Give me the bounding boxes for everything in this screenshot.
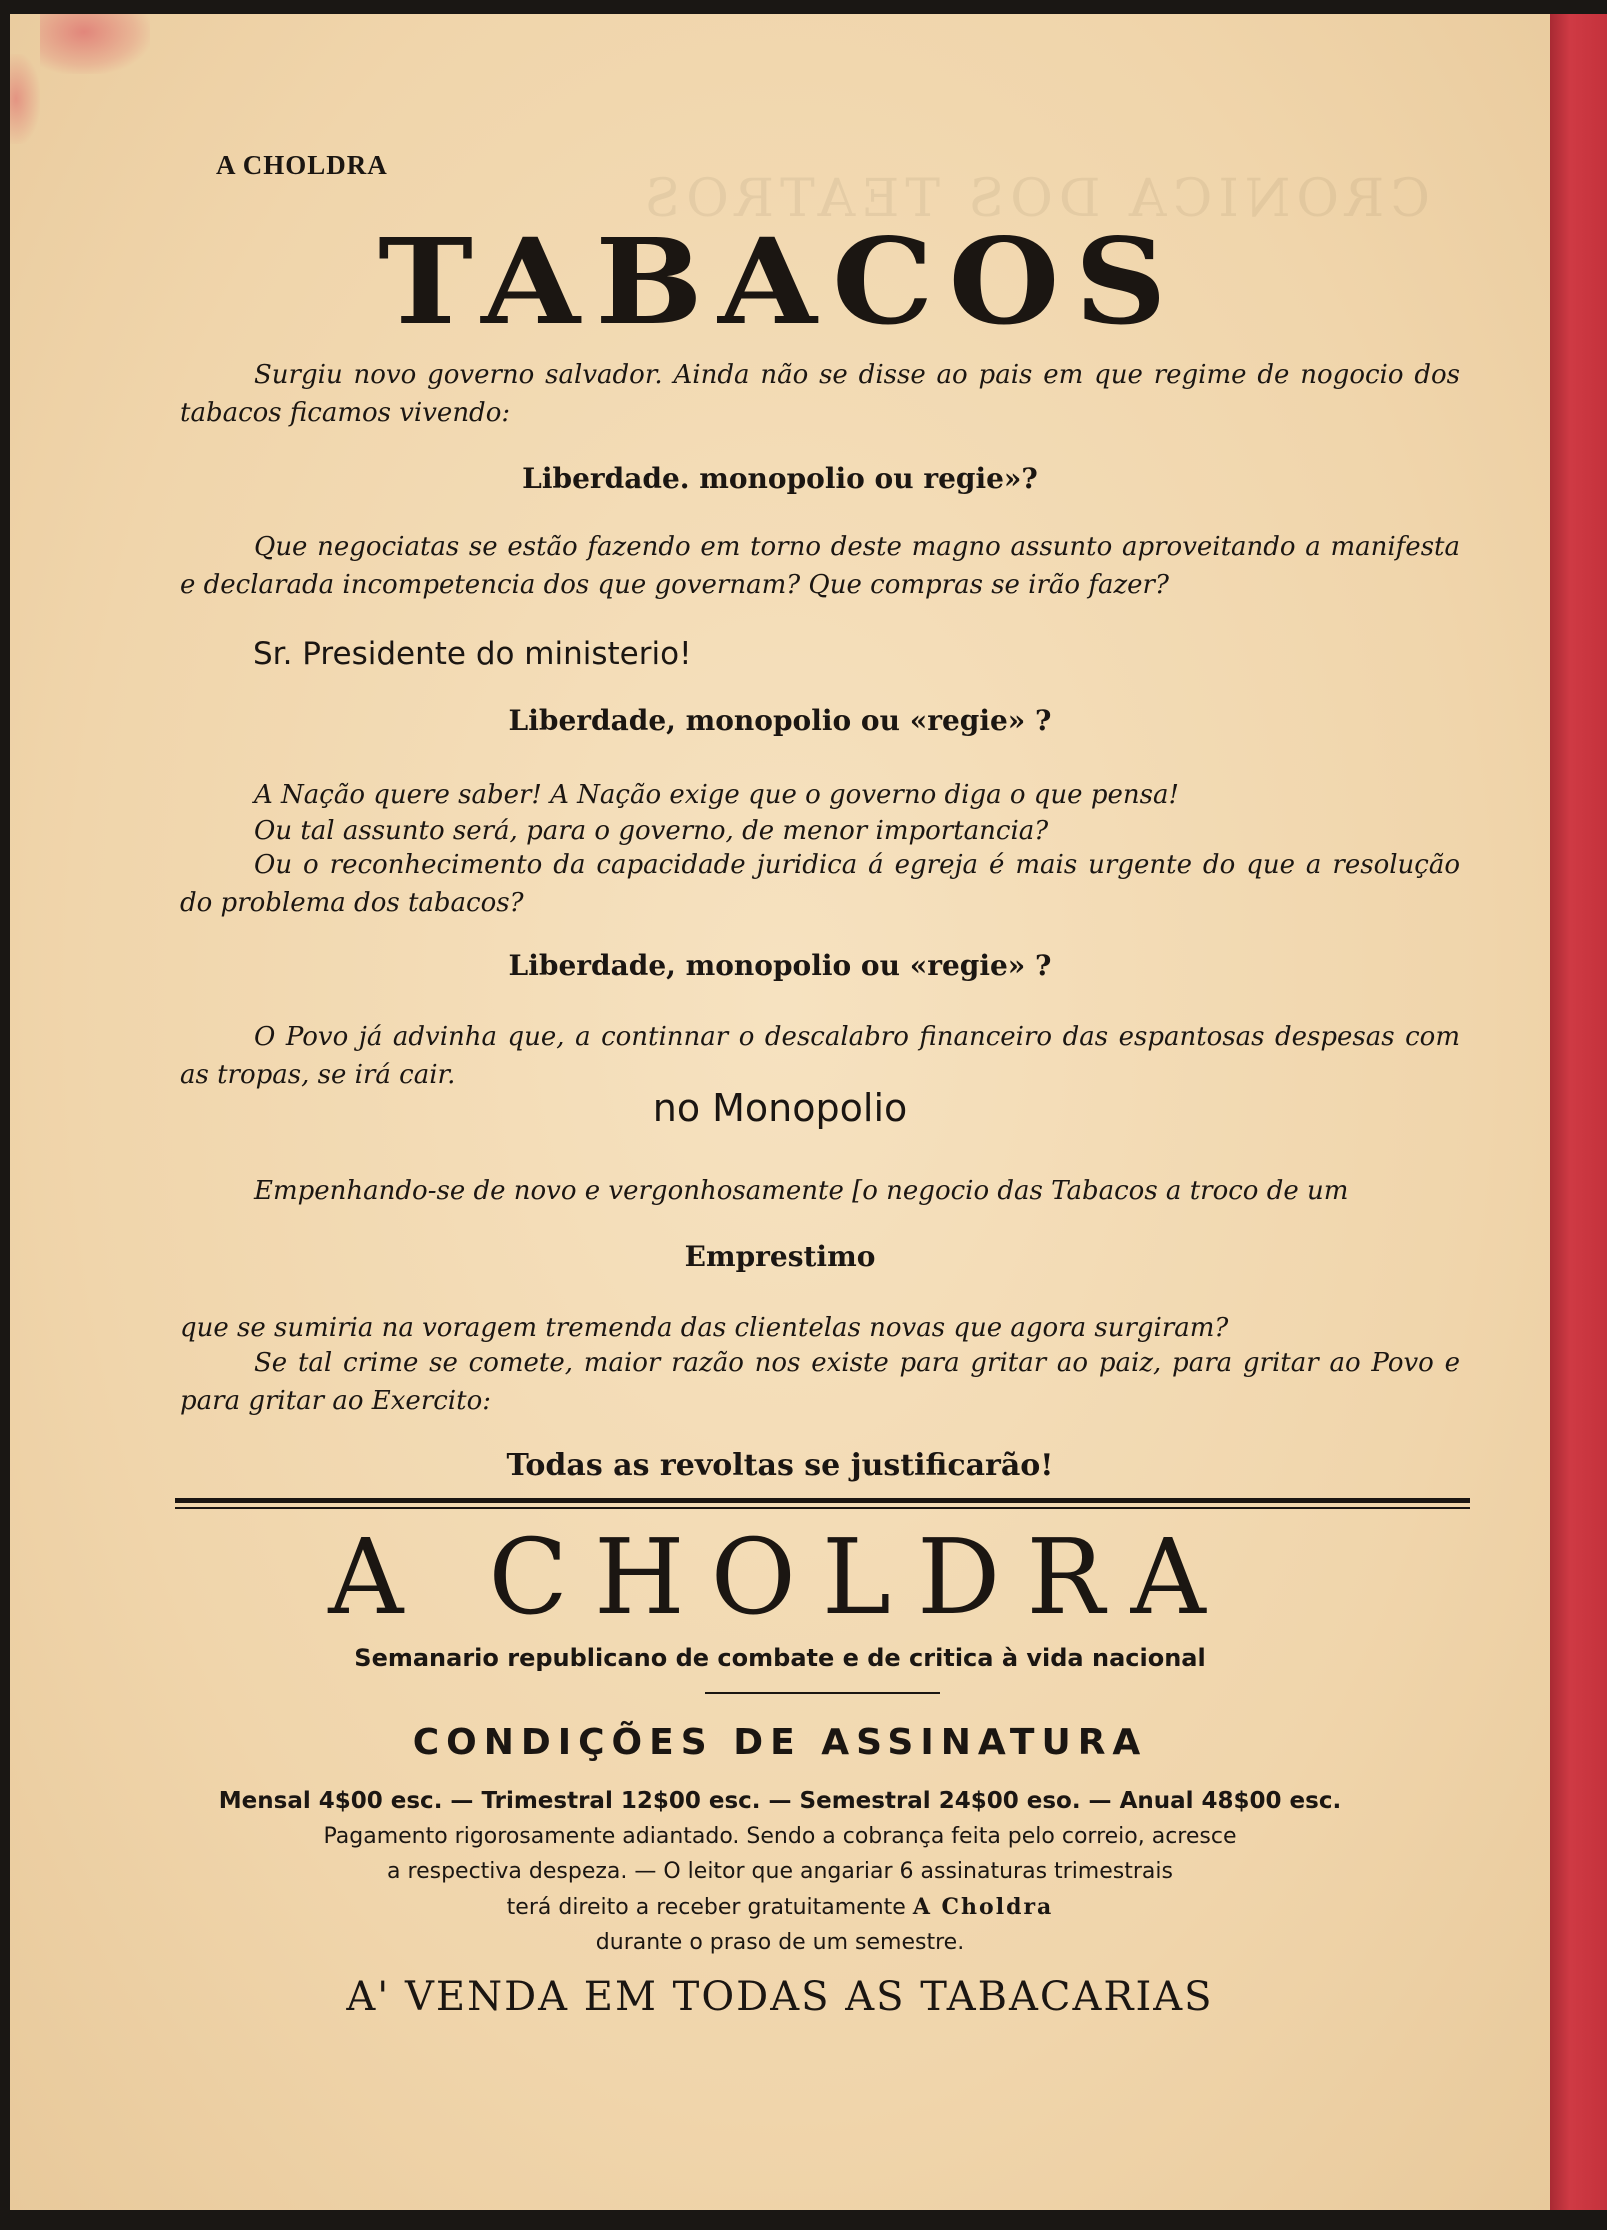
- divider-thin: [175, 1507, 1470, 1509]
- conditions-heading: CONDIÇÕES DE ASSINATURA: [412, 1722, 1148, 1763]
- divider-thick: [175, 1498, 1470, 1503]
- paragraph-1: Surgiu novo governo salvador. Ainda não se disse ao pais em que regime de nogocio dos tabacos ficamos vivendo:: [180, 360, 1460, 428]
- refrain-1: Liberdade. monopolio ou regie»?: [522, 462, 1038, 495]
- choldra-name: A Choldra: [912, 1894, 1054, 1920]
- paper-stain: [40, 14, 150, 74]
- monopolio-line: no Monopolio: [652, 1086, 908, 1130]
- divider-short: [705, 1692, 940, 1694]
- newspaper-page: [10, 14, 1550, 2210]
- emprestimo-line: Emprestimo: [684, 1240, 876, 1273]
- advert-title: A CHOLDRA: [328, 1516, 1232, 1638]
- terms-line-3-text: terá direito a receber gratuitamente: [506, 1895, 906, 1920]
- red-cover-edge: [1550, 14, 1607, 2210]
- refrain-3: Liberdade, monopolio ou «regie» ?: [508, 949, 1052, 982]
- terms-line-2: a respectiva despeza. — O leitor que angariar 6 assinaturas trimestrais: [387, 1859, 1173, 1884]
- sale-line: A' VENDA EM TODAS AS TABACARIAS: [346, 1974, 1214, 2020]
- paragraph-4: O Povo já advinha que, a continnar o descalabro financeiro das espantosas despesas com as tropas, se irá cair.: [180, 1022, 1460, 1090]
- paragraph-3-line-1: A Nação quere saber! A Nação exige que o governo diga o que pensa!: [254, 780, 1179, 810]
- publication-header: A CHOLDRA: [216, 150, 388, 180]
- terms-line-3: [10, 1894, 1550, 1920]
- bleed-through-text: CRONICA DOS TEATROS: [638, 169, 1430, 229]
- paragraph-3-line-2: Ou tal assunto será, para o governo, de menor importancia?: [254, 816, 1049, 846]
- article-title: TABACOS: [378, 212, 1182, 351]
- paragraph-5: Empenhando-se de novo e vergonhosamente [o negocio das Tabacos a troco de um: [254, 1176, 1349, 1206]
- terms-line-4: durante o praso de um semestre.: [595, 1930, 965, 1955]
- subscription-prices: Mensal 4$00 esc. — Trimestral 12$00 esc. — Semestral 24$00 eso. — Anual 48$00 esc.: [218, 1788, 1342, 1814]
- advert-subtitle: Semanario republicano de combate e de critica à vida nacional: [354, 1644, 1206, 1672]
- paragraph-6-line-1: que se sumiria na voragem tremenda das clientelas novas que agora surgiram?: [180, 1313, 1229, 1343]
- paper-stain: [10, 54, 40, 144]
- paragraph-3-line-3: Ou o reconhecimento da capacidade juridica á egreja é mais urgente do que a resolução do problema dos tabacos?: [180, 850, 1460, 918]
- address-line: Sr. Presidente do ministerio!: [253, 636, 692, 672]
- terms-line-1: Pagamento rigorosamente adiantado. Sendo a cobrança feita pelo correio, acresce: [323, 1824, 1237, 1849]
- refrain-2: Liberdade, monopolio ou «regie» ?: [508, 704, 1052, 737]
- closing-line: Todas as revoltas se justificarão!: [506, 1448, 1054, 1483]
- paragraph-6-line-2: Se tal crime se comete, maior razão nos existe para gritar ao paiz, para gritar ao Povo e para gritar ao Exercito:: [180, 1348, 1460, 1416]
- paragraph-2: Que negociatas se estão fazendo em torno deste magno assunto aproveitando a manifesta e declarada incompetencia dos que governam? Que compras se irão fazer?: [180, 532, 1460, 600]
